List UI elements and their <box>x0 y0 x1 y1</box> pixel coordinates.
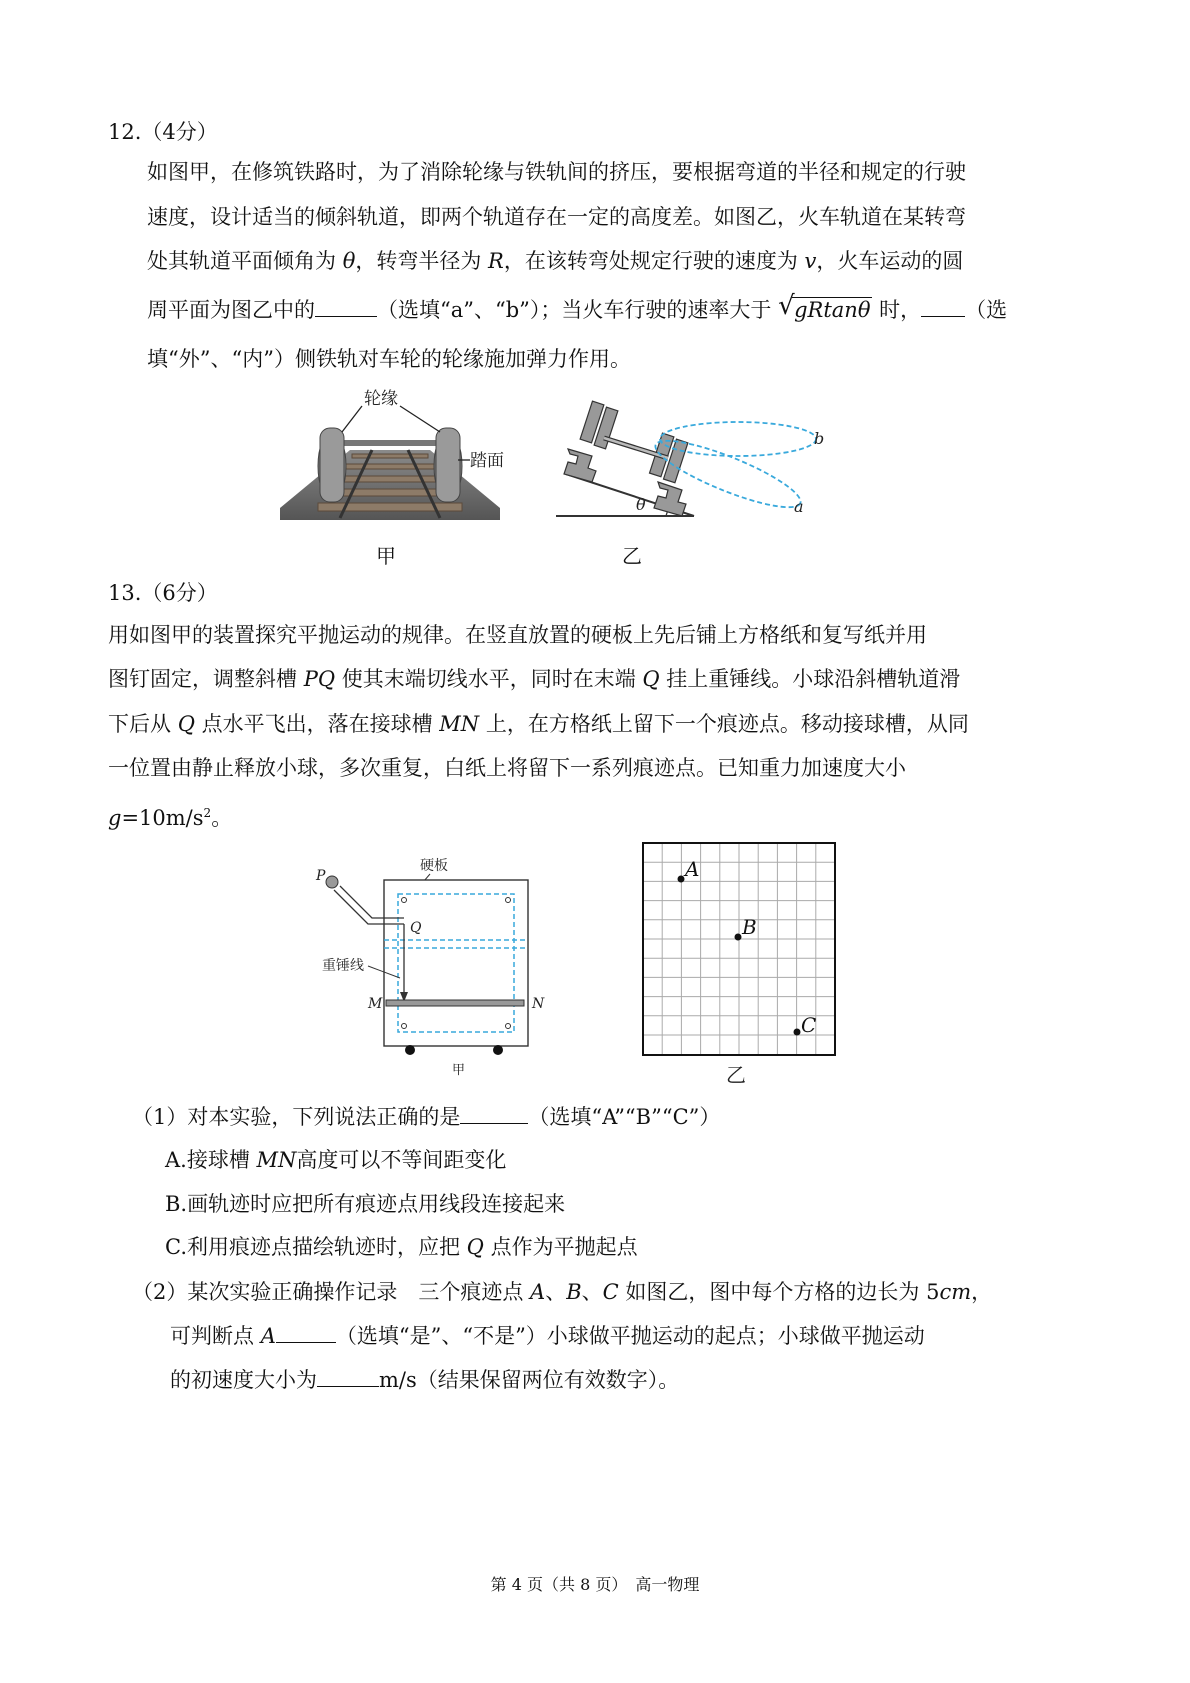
q12-header: 12.（4分） <box>108 120 218 144</box>
label-Q: Q <box>410 920 422 936</box>
q12-caption-jia: 甲 <box>376 544 396 568</box>
label-lunyuan: 轮缘 <box>364 389 398 409</box>
q13-sub1-blank[interactable] <box>460 1101 528 1124</box>
label-tami: 踏面 <box>470 451 504 471</box>
q12-line5: 填“外”、“内”）侧铁轨对车轮的轮缘施加弹力作用。 <box>147 347 631 371</box>
q13-line5: $g=10m/s^2$。 <box>108 806 233 830</box>
catcher-MN <box>386 1000 524 1006</box>
q12-blank-1[interactable] <box>315 294 377 317</box>
q13-optA: A.接球槽 MN高度可以不等间距变化 <box>165 1148 507 1172</box>
label-C: C <box>801 1013 817 1037</box>
ball-P <box>326 876 338 888</box>
q12-line2: 速度，设计适当的倾斜轨道，即两个轨道存在一定的高度差。如图乙，火车轨道在某转弯 <box>147 205 966 229</box>
point-B <box>735 934 742 941</box>
label-A: A <box>685 857 700 881</box>
q13-sub2-line2: 可判断点 A （选填“是”、“不是”）小球做平抛运动的起点；小球做平抛运动 <box>170 1320 925 1351</box>
q13-figure-yi <box>640 840 840 1090</box>
label-N: N <box>532 996 545 1012</box>
point-C <box>794 1029 801 1036</box>
q12-caption-yi: 乙 <box>622 544 642 568</box>
q12-line4: 周平面为图乙中的 （选填“a”、“b”）；当火车行驶的速率大于 √ gRtanθ 时， （选 <box>147 294 1007 325</box>
q12-figure-jia <box>280 388 504 523</box>
page-footer: 第 4 页（共 8 页） 高一物理 <box>490 1575 700 1594</box>
q13-optC: C.利用痕迹点描绘轨迹时，应把 Q 点作为平抛起点 <box>165 1235 638 1259</box>
label-theta: θ <box>636 495 646 514</box>
label-a: a <box>794 497 804 516</box>
q13-line4: 一位置由静止释放小球，多次重复，白纸上将留下一系列痕迹点。已知重力加速度大小 <box>108 756 906 780</box>
point-A <box>678 876 685 883</box>
label-P: P <box>316 868 326 884</box>
q13-optB: B.画轨迹时应把所有痕迹点用线段连接起来 <box>165 1192 566 1216</box>
label-B: B <box>742 915 757 939</box>
q13-sub1-stem: （1）对本实验，下列说法正确的是 （选填“A”“B”“C”） <box>132 1101 720 1132</box>
q12-line1: 如图甲，在修筑铁路时，为了消除轮缘与铁轨间的挤压，要根据弯道的半径和规定的行驶 <box>147 160 966 184</box>
label-M: M <box>368 996 383 1012</box>
board <box>384 880 528 1046</box>
sqrt-expression: √ gRtanθ <box>778 291 871 322</box>
q13-sub2-line3: 的初速度大小为 m/s（结果保留两位有效数字）。 <box>170 1364 679 1395</box>
q13-caption-jia: 甲 <box>452 1063 466 1078</box>
q12-blank-2[interactable] <box>921 294 965 317</box>
label-zhongchui: 重锤线 <box>322 958 364 974</box>
orbit-b <box>660 422 816 456</box>
q13-sub2-blank-2[interactable] <box>317 1364 379 1387</box>
q13-caption-yi: 乙 <box>726 1063 746 1087</box>
q13-sub2-line1: （2）某次实验正确操作记录 三个痕迹点 A、B、C 如图乙，图中每个方格的边长为 5cm， <box>132 1280 993 1304</box>
label-b: b <box>814 429 825 448</box>
q13-line3: 下后从 Q 点水平飞出，落在接球槽 MN 上，在方格纸上留下一个痕迹点。移动接球槽，从同 <box>108 712 969 736</box>
q13-line2: 图钉固定，调整斜槽 PQ 使其末端切线水平，同时在末端 Q 挂上重锤线。小球沿斜槽轨道滑 <box>108 667 961 691</box>
q12-figure-yi <box>548 394 838 524</box>
label-yingban: 硬板 <box>420 858 448 874</box>
q13-line1: 用如图甲的装置探究平抛运动的规律。在竖直放置的硬板上先后铺上方格纸和复写纸并用 <box>108 623 927 647</box>
q12-line3: 处其轨道平面倾角为 θ，转弯半径为 R，在该转弯处规定行驶的速度为 v，火车运动的圆 <box>147 249 964 273</box>
q13-header: 13.（6分） <box>108 581 218 605</box>
q13-figure-jia <box>310 852 550 1082</box>
q13-sub2-blank-1[interactable] <box>276 1320 336 1343</box>
